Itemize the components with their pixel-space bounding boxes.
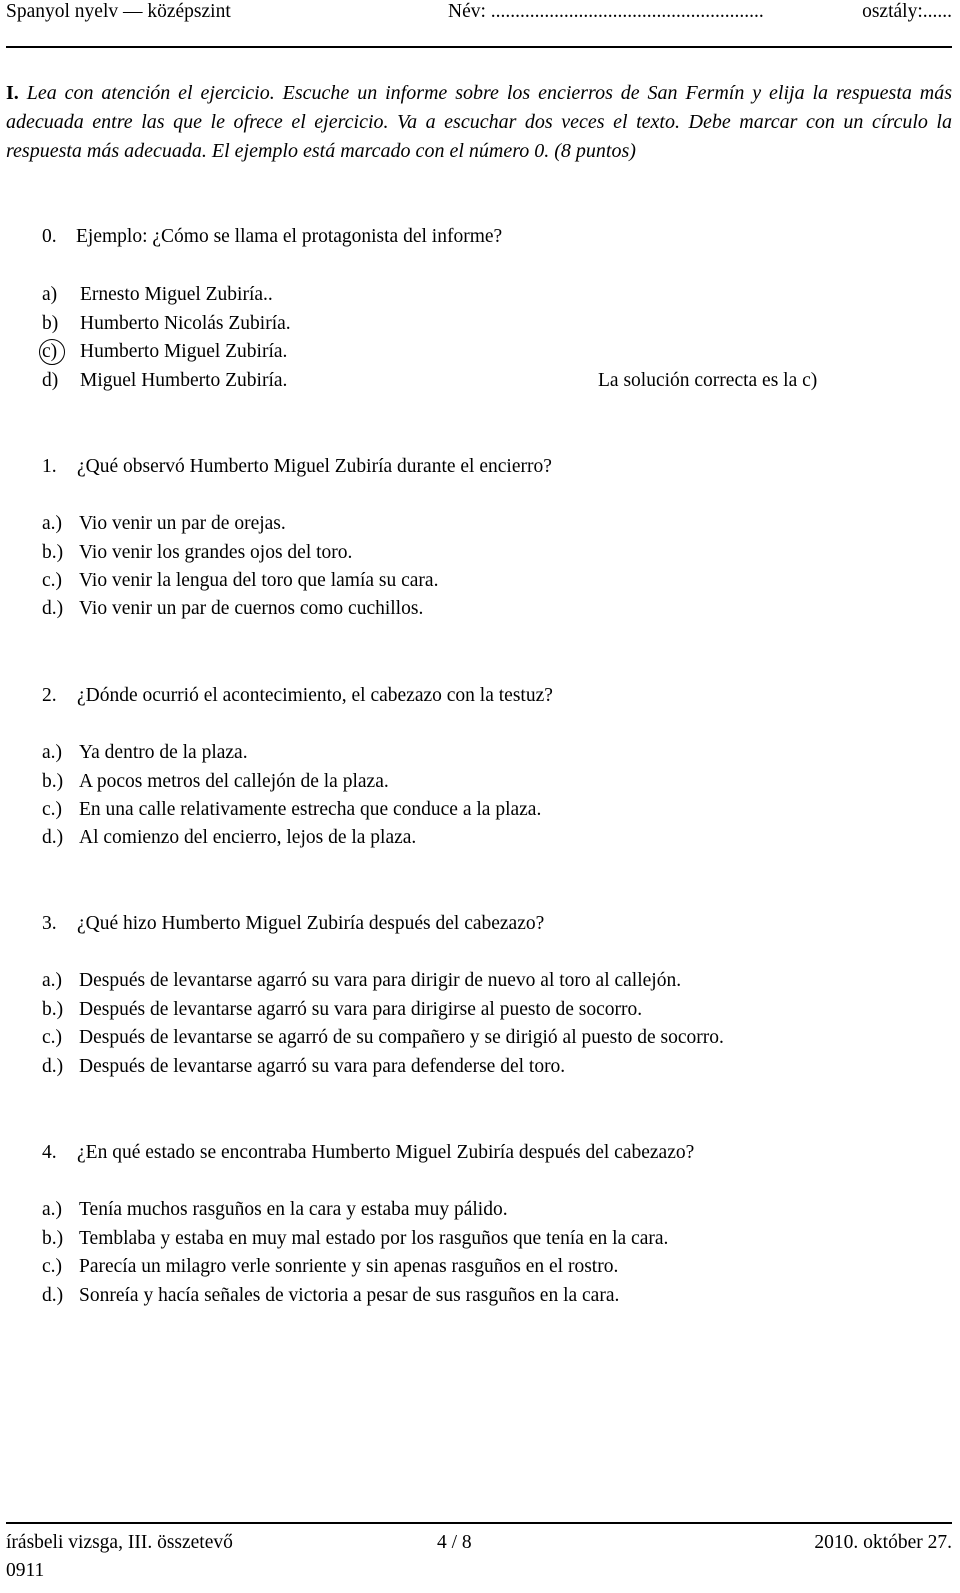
example-solution: La solución correcta es la c) [598,370,818,391]
option-text: A pocos metros del callejón de la plaza. [79,771,389,792]
footer-exam-part: írásbeli vizsga, III. összetevő [6,1532,233,1553]
option-text: Vio venir los grandes ojos del toro. [79,542,353,563]
option-text: Sonreía y hacía señales de victoria a pesar de sus rasguños en la cara. [79,1285,620,1306]
option-letter: d.) [42,827,64,848]
option-text: Temblaba y estaba en muy mal estado por los rasguños que tenía en la cara. [79,1228,669,1249]
option-text: Al comienzo del encierro, lejos de la plaza. [79,827,417,848]
option-letter: c.) [42,799,63,820]
question-text: ¿Qué hizo Humberto Miguel Zubiría después del cabezazo? [77,913,545,934]
option-text: Ya dentro de la plaza. [79,742,248,763]
option-text: Humberto Nicolás Zubiría. [80,313,291,334]
option-letter: c.) [42,570,63,591]
option-letter: c.) [42,1256,63,1277]
option-text: Después de levantarse se agarró de su compañero y se dirigió al puesto de socorro. [79,1027,724,1048]
option-letter: b.) [42,542,64,563]
option-letter: b.) [42,771,64,792]
option-text: Ernesto Miguel Zubiría.. [80,284,273,305]
option-letter: c.) [42,1027,63,1048]
option-text: En una calle relativamente estrecha que conduce a la plaza. [79,799,542,820]
question-number: 4. [42,1142,57,1163]
option-letter: b.) [42,999,64,1020]
instruction-text: Lea con atención el ejercicio. Escuche un informe sobre los encierros de San Fermín y elija la respuesta más adecuada entre las que le ofrece el ejercicio. Va a escuchar dos veces el texto. Debe marcar con un círculo la respuesta más adecuada. El ejemplo está marcado con el número 0. (8 puntos) [6,82,953,163]
question-number: 1. [42,456,57,477]
option-letter: a.) [42,970,63,991]
option-letter: d.) [42,598,64,619]
question-text: ¿Dónde ocurrió el acontecimiento, el cabezazo con la testuz? [77,685,553,706]
option-letter: d.) [42,1056,64,1077]
option-text: Tenía muchos rasguños en la cara y estaba muy pálido. [79,1199,508,1220]
question-number: 0. [42,226,57,247]
page-footer [6,1522,952,1581]
question-text: ¿En qué estado se encontraba Humberto Miguel Zubiría después del cabezazo? [77,1142,695,1163]
question-number: 3. [42,913,57,934]
option-letter: a.) [42,513,63,534]
option-letter: a) [42,284,58,305]
question-number: 2. [42,685,57,706]
option-letter: b.) [42,1228,64,1249]
question-text: Ejemplo: ¿Cómo se llama el protagonista del informe? [76,226,503,247]
option-text: Parecía un milagro verle sonriente y sin apenas rasguños en el rostro. [79,1256,619,1277]
option-letter: d) [42,370,59,391]
option-letter: a.) [42,742,63,763]
page-number: 4 / 8 [437,1532,472,1553]
header-name-field: Név: ........................................................ [448,1,764,22]
option-letter: d.) [42,1285,64,1306]
option-letter: a.) [42,1199,63,1220]
option-text: Humberto Miguel Zubiría. [80,341,288,362]
option-text: Después de levantarse agarró su vara para dirigir de nuevo al toro al callejón. [79,970,682,991]
question-text: ¿Qué observó Humberto Miguel Zubiría durante el encierro? [77,456,552,477]
instructions [6,79,952,167]
option-letter: c) [42,341,58,362]
page-header [6,0,952,48]
option-text: Después de levantarse agarró su vara para defenderse del toro. [79,1056,566,1077]
section-label: I. [6,82,19,104]
footer-code: 0911 [6,1560,45,1581]
option-text: Vio venir la lengua del toro que lamía su cara. [79,570,439,591]
option-text: Vio venir un par de orejas. [79,513,286,534]
header-class-field: osztály:...... [862,1,952,22]
option-text: Miguel Humberto Zubiría. [80,370,288,391]
header-subject: Spanyol nyelv — középszint [6,1,231,22]
option-letter: b) [42,313,59,334]
option-text: Vio venir un par de cuernos como cuchillos. [79,598,424,619]
footer-date: 2010. október 27. [814,1532,952,1553]
option-text: Después de levantarse agarró su vara para dirigirse al puesto de socorro. [79,999,643,1020]
